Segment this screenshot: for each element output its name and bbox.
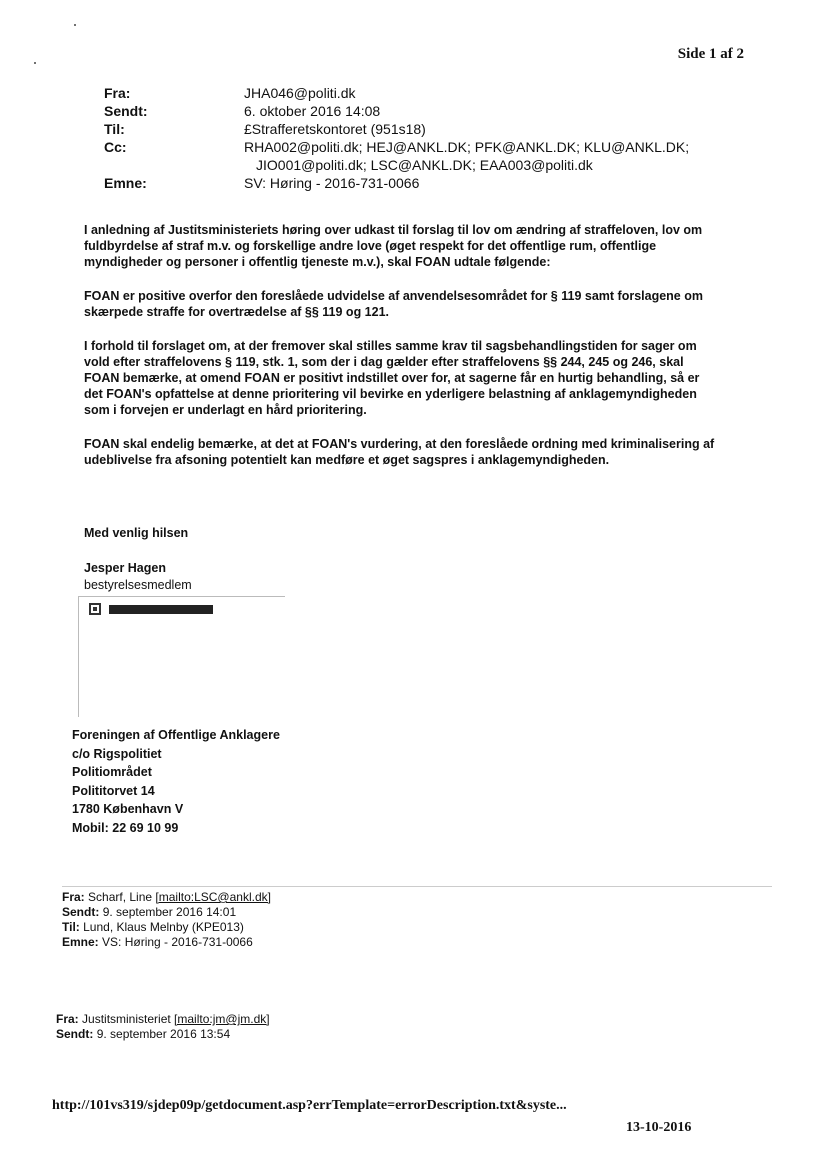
header-cc-row-2 xyxy=(104,156,724,174)
cc-value-line2: JIO001@politi.dk; LSC@ANKL.DK; EAA003@politi.dk xyxy=(256,157,593,173)
broken-image-icon xyxy=(89,603,101,615)
subject-value: SV: Høring - 2016-731-0066 xyxy=(244,175,420,191)
subject-label: Emne: xyxy=(104,175,147,191)
body-paragraph: FOAN er positive overfor den foreslåede udvidelse af anvendelsesområdet for § 119 samt forslagene om skærpede straffe for overtrædelse af §§ 119 og 121. xyxy=(84,289,703,319)
signature-greeting: Med venlig hilsen xyxy=(84,526,189,540)
address-line: c/o Rigspolitiet xyxy=(72,746,162,761)
forward1-sent-value: 9. september 2016 14:01 xyxy=(102,905,237,919)
cc-label: Cc: xyxy=(104,139,127,155)
scan-speck xyxy=(74,24,76,26)
sent-label: Sendt: xyxy=(104,103,148,119)
forward1-subject-value: VS: Høring - 2016-731-0066 xyxy=(102,935,253,949)
body-paragraph: I anledning af Justitsministeriets høring over udkast til forslag til lov om ændring af straffeloven, lov om fuldbyrdelse af straf m.v. og forskellige andre love (øget respekt for det offentlige rum, offentlige myndigheder og personer i offentlig tjeneste m.v.), skal FOAN udtale følgende: xyxy=(84,223,703,269)
body-paragraph: FOAN skal endelig bemærke, at det at FOAN's vurdering, at den foreslåede ordning med kriminalisering af udeblivelse fra afsoning potentielt kan medføre et øget sagspres i anklagemyndigheden. xyxy=(84,437,715,467)
forward1-to-value: Lund, Klaus Melnby (KPE013) xyxy=(83,920,244,934)
header-from-row xyxy=(104,84,724,102)
signature-name: Jesper Hagen xyxy=(84,561,166,575)
header-sent-row xyxy=(104,102,724,120)
footer-url: http://101vs319/sjdep09p/getdocument.asp?errTemplate=errorDescription.txt&syste... xyxy=(52,1098,567,1113)
sent-value: 6. oktober 2016 14:08 xyxy=(244,103,381,119)
forward-divider xyxy=(62,886,772,887)
scan-speck xyxy=(34,62,36,64)
header-to-row xyxy=(104,120,724,138)
email-header xyxy=(104,84,724,192)
address-line: Politiområdet xyxy=(72,765,152,779)
signature-block xyxy=(84,526,192,594)
forward2-mailto-link[interactable]: [mailto:jm@jm.dk] xyxy=(174,1012,270,1026)
forward2-from-name: Justitsministeriet xyxy=(82,1012,171,1026)
to-value: £Strafferetskontoret (951s18) xyxy=(244,121,426,137)
signature-image-frame xyxy=(78,596,285,717)
body-paragraph: I forhold til forslaget om, at der fremover skal stilles samme krav til sagsbehandlingstiden for sager om vold efter straffelovens § 119, stk. 1, som der i dag gælder efter straffelovens §§ 244, 245 og 246, skal FOAN bemærke, at omend FOAN er positivt indstillet over for, at sagerne får en hurtig behandling, så er det FOAN's opfattelse at denne prioritering vil bevirke en yderligere belastning af anklagemyndigheden som i forvejen er underlagt en hård prioritering. xyxy=(84,339,700,417)
email-body xyxy=(84,222,720,486)
organization-address xyxy=(72,726,280,837)
from-value: JHA046@politi.dk xyxy=(244,85,356,101)
from-label: Fra: xyxy=(104,85,131,101)
organization-name: Foreningen af Offentlige Anklagere xyxy=(72,728,280,742)
mobile-number: Mobil: 22 69 10 99 xyxy=(72,820,179,835)
header-cc-row xyxy=(104,138,724,156)
cc-value-line1: RHA002@politi.dk; HEJ@ANKL.DK; PFK@ANKL.DK; KLU@ANKL.DK; xyxy=(244,139,690,155)
forwarded-header-2: Fra: Justitsministeriet [mailto:jm@jm.dk] Sendt: 9. september 2016 13:54 xyxy=(56,1012,270,1041)
header-subject-row xyxy=(104,174,724,192)
forwarded-header-1: Fra: Scharf, Line [mailto:LSC@ankl.dk] Sendt: 9. september 2016 14:01 Til: Lund, Klaus Melnby (KPE013) Emne: VS: Høring - 2016-731-0066 xyxy=(62,890,271,949)
forward1-from-name: Scharf, Line xyxy=(88,890,153,904)
forward2-sent-value: 9. september 2016 13:54 xyxy=(96,1027,231,1041)
forward1-mailto-link[interactable]: [mailto:LSC@ankl.dk] xyxy=(155,890,271,904)
signature-title: bestyrelsesmedlem xyxy=(84,578,192,592)
footer-date: 13-10-2016 xyxy=(626,1120,692,1135)
address-line: 1780 København V xyxy=(72,802,184,816)
redacted-image-text xyxy=(109,605,213,614)
address-line: Polititorvet 14 xyxy=(72,783,155,798)
page-number: Side 1 af 2 xyxy=(677,46,744,62)
to-label: Til: xyxy=(104,121,125,137)
